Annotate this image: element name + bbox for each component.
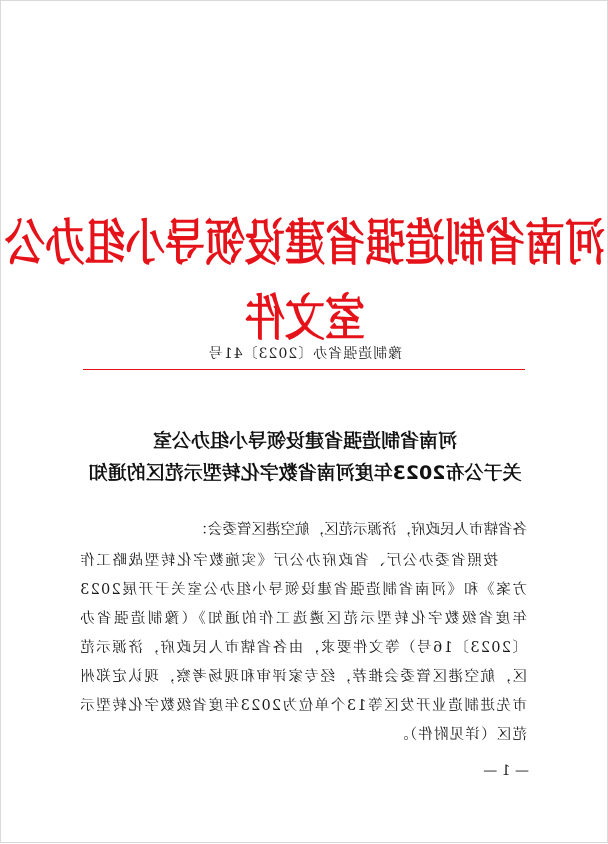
red-divider-rule	[83, 369, 525, 370]
notice-title-line2: 关于公布2023年度河南省数字化转型示范区的通知	[88, 462, 522, 484]
notice-title-line1: 河南省制造强省建设领导小组办公室	[153, 430, 458, 452]
issuer-header: 河南省制造强省建设领导小组办公室文件	[5, 214, 605, 348]
salutation: 各省辖市人民政府，济源示范区，航空港区管委会：	[193, 522, 527, 538]
body-paragraph: 按照省委办公厅、省政府办公厅《实施数字化转型战略工作方案》和《河南省制造强省建设领导小组办公室关于开展2023年度省级数字化转型示范区遴选工作的通知》（豫制造强省办〔2023〕16号）等文件要求，由各省辖市人民政府，济源示范区，航空港区管委会推荐，经专家评审和现场考察，现认定郑州市先进制造业开发区等13个单位为2023年度省级数字化转型示范区（详见附件）。	[79, 553, 527, 743]
mirrored-document	[1, 1, 608, 844]
document-number: 豫制造强省办〔2023〕41号	[207, 346, 403, 362]
page-number: — 1 —	[483, 763, 529, 779]
